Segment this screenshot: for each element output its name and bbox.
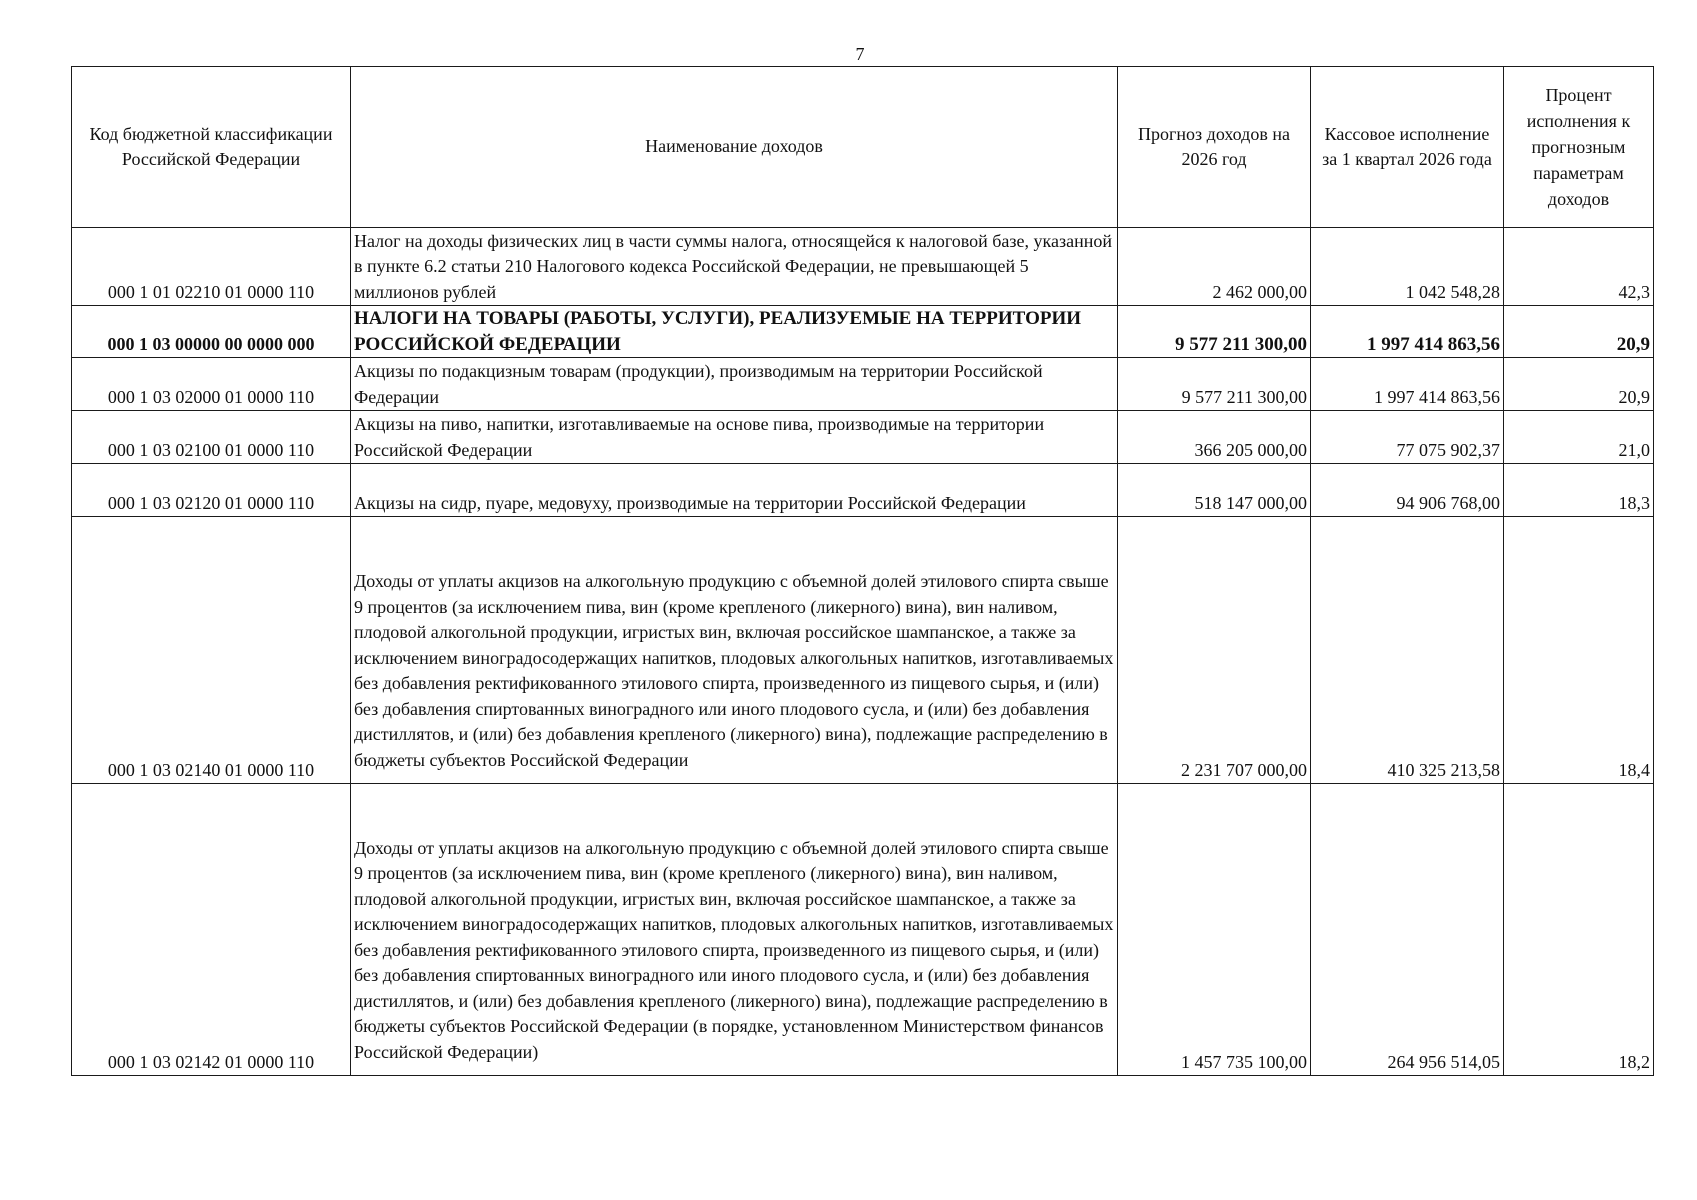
cell-name: Доходы от уплаты акцизов на алкогольную продукцию с объемной долей этилового спирта свыше 9 процентов (за исключением пива, вин (кроме крепленого (ликерного) вина), вин наливом, плодовой алкогольной продукции, игристых вин, включая российское шампанское, а также за исключением виноградосодержащих напитков, плодовых алкогольных напитков, изготавливаемых без добавления ректификованного этилового спирта, произведенного из пищевого сырья, и (или) без добавления спиртованных виноградного или иного плодового сусла, и (или) без добавления дистиллятов, и (или) без добавления крепленого (ликерного) вина), подлежащие распределению в бюджеты субъектов Российской Федерации (в порядке, установленном Министерством финансов Российской Федерации)	[351, 784, 1118, 1076]
cell-code: 000 1 03 02100 01 0000 110	[72, 411, 351, 464]
cell-percent: 18,4	[1504, 517, 1654, 784]
cell-forecast: 1 457 735 100,00	[1118, 784, 1311, 1076]
cell-percent: 18,2	[1504, 784, 1654, 1076]
cell-percent: 21,0	[1504, 411, 1654, 464]
header-row	[72, 67, 1654, 228]
cell-percent: 20,9	[1504, 306, 1654, 358]
table-row	[72, 464, 1654, 517]
table-row	[72, 784, 1654, 1076]
cell-forecast: 9 577 211 300,00	[1118, 358, 1311, 411]
cell-code: 000 1 03 02142 01 0000 110	[72, 784, 351, 1076]
page-number: 7	[855, 44, 865, 64]
header-name: Наименование доходов	[351, 67, 1118, 228]
cell-cash: 94 906 768,00	[1311, 464, 1504, 517]
table-row	[72, 411, 1654, 464]
table-row	[72, 358, 1654, 411]
table-header	[72, 67, 1654, 228]
cell-cash: 1 997 414 863,56	[1311, 306, 1504, 358]
cell-forecast: 9 577 211 300,00	[1118, 306, 1311, 358]
cell-cash: 410 325 213,58	[1311, 517, 1504, 784]
table-row	[72, 228, 1654, 306]
cell-cash: 77 075 902,37	[1311, 411, 1504, 464]
cell-forecast: 518 147 000,00	[1118, 464, 1311, 517]
cell-code: 000 1 03 02000 01 0000 110	[72, 358, 351, 411]
cell-cash: 1 042 548,28	[1311, 228, 1504, 306]
cell-forecast: 2 231 707 000,00	[1118, 517, 1311, 784]
cell-name: Акцизы по подакцизным товарам (продукции), производимым на территории Российской Федерации	[351, 358, 1118, 411]
cell-code: 000 1 03 02120 01 0000 110	[72, 464, 351, 517]
table-body	[72, 228, 1654, 1076]
table-row-section	[72, 306, 1654, 358]
table-row	[72, 517, 1654, 784]
cell-forecast: 2 462 000,00	[1118, 228, 1311, 306]
cell-name: Акцизы на пиво, напитки, изготавливаемые на основе пива, производимые на территории Российской Федерации	[351, 411, 1118, 464]
cell-forecast: 366 205 000,00	[1118, 411, 1311, 464]
budget-income-table	[71, 66, 1654, 1076]
header-percent: Процент исполнения к прогнозным параметрам доходов	[1504, 67, 1654, 228]
cell-name: Доходы от уплаты акцизов на алкогольную продукцию с объемной долей этилового спирта свыше 9 процентов (за исключением пива, вин (кроме крепленого (ликерного) вина), вин наливом, плодовой алкогольной продукции, игристых вин, включая российское шампанское, а также за исключением виноградосодержащих напитков, плодовых алкогольных напитков, изготавливаемых без добавления ректификованного этилового спирта, произведенного из пищевого сырья, и (или) без добавления спиртованных виноградного или иного плодового сусла, и (или) без добавления дистиллятов, и (или) без добавления крепленого (ликерного) вина), подлежащие распределению в бюджеты субъектов Российской Федерации	[351, 517, 1118, 784]
cell-percent: 18,3	[1504, 464, 1654, 517]
header-cash: Кассовое исполнение за 1 квартал 2026 года	[1311, 67, 1504, 228]
cell-code: 000 1 03 02140 01 0000 110	[72, 517, 351, 784]
cell-name: Налог на доходы физических лиц в части суммы налога, относящейся к налоговой базе, указанной в пункте 6.2 статьи 210 Налогового кодекса Российской Федерации, не превышающей 5 миллионов рублей	[351, 228, 1118, 306]
cell-percent: 42,3	[1504, 228, 1654, 306]
cell-code: 000 1 03 00000 00 0000 000	[72, 306, 351, 358]
cell-name: Акцизы на сидр, пуаре, медовуху, производимые на территории Российской Федерации	[351, 464, 1118, 517]
cell-cash: 264 956 514,05	[1311, 784, 1504, 1076]
cell-name: НАЛОГИ НА ТОВАРЫ (РАБОТЫ, УСЛУГИ), РЕАЛИЗУЕМЫЕ НА ТЕРРИТОРИИ РОССИЙСКОЙ ФЕДЕРАЦИИ	[351, 306, 1118, 358]
cell-cash: 1 997 414 863,56	[1311, 358, 1504, 411]
header-code: Код бюджетной классификации Российской Федерации	[72, 67, 351, 228]
cell-percent: 20,9	[1504, 358, 1654, 411]
cell-code: 000 1 01 02210 01 0000 110	[72, 228, 351, 306]
header-forecast: Прогноз доходов на 2026 год	[1118, 67, 1311, 228]
